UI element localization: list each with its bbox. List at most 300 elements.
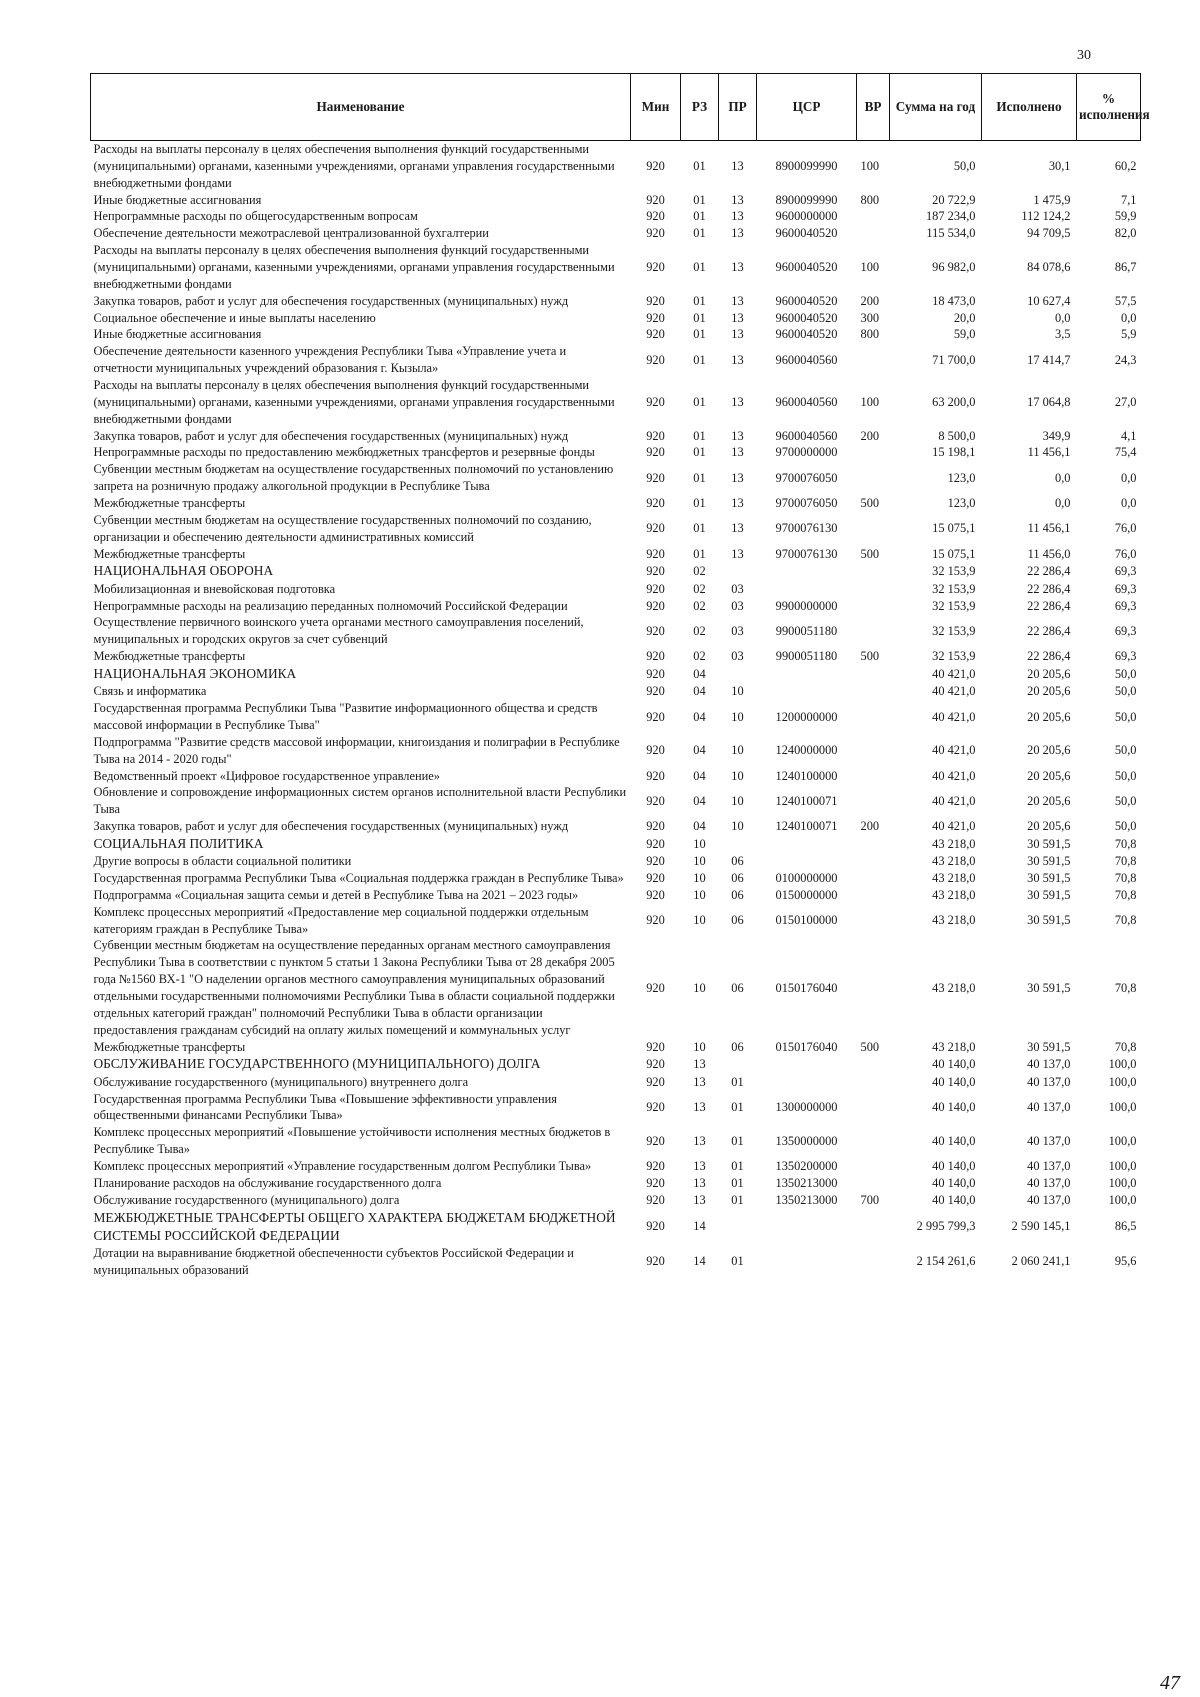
row-min: 920 [646, 768, 665, 783]
row-sum: 40 421,0 [932, 819, 976, 834]
budget-table [90, 73, 1150, 1279]
row-rz: 04 [693, 793, 706, 808]
row-pct: 7,1 [1121, 192, 1137, 207]
table-row [91, 1074, 1141, 1091]
row-sum: 2 995 799,3 [916, 1219, 976, 1234]
row-pct: 50,0 [1114, 666, 1137, 681]
row-min: 920 [646, 666, 665, 681]
row-vr [857, 598, 890, 615]
row-pr: 06 [731, 871, 744, 886]
row-rz: 02 [693, 564, 706, 579]
row-min: 920 [646, 598, 665, 613]
row-csr [757, 683, 857, 700]
row-pct: 82,0 [1114, 226, 1137, 241]
row-name: Субвенции местным бюджетам на осуществление переданных органам местного самоуправления Республики Тыва в соответствии с пунктом 5 статьи 1 Закона Республики Тыва от 28 декабря 2005 года №1560 ВХ-1 "О наделении органов местного самоуправления муниципальных образований отдельными государственными полномочиями Республики Тыва в области социальной поддержки отдельных категорий граждан" полномочий Республики Тыва в области организации предоставления гражданам субсидий на оплату жилых помещений и коммунальных услуг [93, 938, 615, 1037]
row-sum: 40 421,0 [932, 743, 976, 758]
row-sum: 20,0 [953, 310, 976, 325]
row-rz: 10 [693, 913, 706, 928]
row-min: 920 [646, 649, 665, 664]
row-sum: 40 421,0 [932, 709, 976, 724]
table-row [91, 192, 1141, 209]
row-sum: 20 722,9 [932, 192, 976, 207]
row-rz: 04 [693, 666, 706, 681]
row-done: 84 078,6 [1027, 260, 1071, 275]
row-csr: 0150176040 [775, 980, 838, 995]
row-pct: 100,0 [1108, 1099, 1137, 1114]
row-pr: 10 [731, 709, 744, 724]
table-row [91, 1175, 1141, 1192]
table-row [91, 818, 1141, 835]
row-done: 40 137,0 [1027, 1192, 1071, 1207]
row-vr [857, 784, 890, 818]
row-done: 22 286,4 [1027, 598, 1071, 613]
row-csr: 9600040520 [775, 310, 838, 325]
row-csr: 9600040560 [775, 394, 838, 409]
row-done: 112 124,2 [1021, 209, 1071, 224]
table-row [91, 700, 1141, 734]
row-rz: 04 [693, 768, 706, 783]
row-vr [857, 343, 890, 377]
row-csr: 1350213000 [775, 1175, 838, 1190]
row-pct: 100,0 [1108, 1074, 1137, 1089]
row-csr: 9900051180 [775, 649, 838, 664]
row-csr: 1240100000 [775, 768, 838, 783]
header-done: Исполнено [982, 74, 1077, 141]
row-done: 22 286,4 [1027, 564, 1071, 579]
row-sum: 40 421,0 [932, 684, 976, 699]
row-pct: 76,0 [1114, 546, 1137, 561]
row-csr [757, 1055, 857, 1073]
row-done: 40 137,0 [1027, 1057, 1071, 1072]
row-pr: 13 [731, 209, 744, 224]
row-pct: 4,1 [1121, 428, 1137, 443]
row-vr [857, 1158, 890, 1175]
row-csr: 8900099990 [775, 192, 838, 207]
row-done: 22 286,4 [1027, 649, 1071, 664]
row-name: Другие вопросы в области социальной политики [93, 854, 352, 869]
row-name: Межбюджетные трансферты [93, 496, 246, 511]
row-csr: 9600040560 [775, 428, 838, 443]
row-sum: 43 218,0 [932, 854, 976, 869]
row-pr: 13 [731, 293, 744, 308]
row-rz: 01 [693, 394, 706, 409]
row-rz: 01 [693, 310, 706, 325]
row-pr: 13 [731, 521, 744, 536]
row-done: 10 627,4 [1027, 293, 1071, 308]
row-done: 20 205,6 [1027, 743, 1071, 758]
table-row [91, 1192, 1141, 1209]
row-sum: 43 218,0 [932, 913, 976, 928]
row-name: Комплекс процессных мероприятий «Повышение устойчивости исполнения местных бюджетов в Республике Тыва» [93, 1125, 611, 1157]
row-sum: 43 218,0 [932, 871, 976, 886]
table-row [91, 208, 1141, 225]
row-pct: 0,0 [1121, 310, 1137, 325]
row-csr: 0100000000 [775, 871, 838, 886]
row-csr: 9600000000 [775, 209, 838, 224]
table-row [91, 784, 1141, 818]
row-vr [857, 683, 890, 700]
row-name: Межбюджетные трансферты [93, 649, 246, 664]
row-min: 920 [646, 1039, 665, 1054]
row-rz: 02 [693, 581, 706, 596]
row-vr: 100 [860, 260, 880, 275]
row-min: 920 [646, 496, 665, 511]
row-csr: 9600040520 [775, 226, 838, 241]
table-row [91, 835, 1141, 853]
row-name: МЕЖБЮДЖЕТНЫЕ ТРАНСФЕРТЫ ОБЩЕГО ХАРАКТЕРА БЮДЖЕТАМ БЮДЖЕТНОЙ СИСТЕМЫ РОССИЙСКОЙ ФЕДЕРАЦИИ [93, 1209, 616, 1243]
table-row [91, 293, 1141, 310]
row-rz: 13 [693, 1133, 706, 1148]
row-done: 3,5 [1055, 327, 1071, 342]
row-vr: 500 [860, 496, 880, 511]
row-pr: 01 [731, 1254, 744, 1269]
row-rz: 01 [693, 327, 706, 342]
table-row [91, 887, 1141, 904]
row-pct: 50,0 [1114, 819, 1137, 834]
row-pr: 01 [731, 1192, 744, 1207]
row-csr [757, 1209, 857, 1245]
row-rz: 01 [693, 158, 706, 173]
row-done: 20 205,6 [1027, 793, 1071, 808]
row-vr [857, 225, 890, 242]
table-row [91, 870, 1141, 887]
table-row [91, 1209, 1141, 1245]
row-done: 22 286,4 [1027, 581, 1071, 596]
table-row [91, 1245, 1141, 1279]
row-pr: 03 [731, 623, 744, 638]
row-csr: 9600040560 [775, 352, 838, 367]
row-rz: 13 [693, 1192, 706, 1207]
row-name: Расходы на выплаты персоналу в целях обеспечения выполнения функций государственными (муниципальными) органами, казенными учреждениями, органами управления государственными внебюджетными фондами [93, 378, 615, 426]
table-row [91, 1124, 1141, 1158]
row-min: 920 [646, 743, 665, 758]
row-pct: 50,0 [1114, 793, 1137, 808]
row-sum: 8 500,0 [938, 428, 976, 443]
row-name: Государственная программа Республики Тыва «Повышение эффективности управления общественными финансами Республики Тыва» [93, 1091, 557, 1123]
row-sum: 40 421,0 [932, 768, 976, 783]
row-vr [857, 444, 890, 461]
row-name: Обслуживание государственного (муниципального) внутреннего долга [93, 1074, 469, 1089]
row-csr: 1350200000 [775, 1159, 838, 1173]
row-min: 920 [646, 980, 665, 995]
row-done: 17 414,7 [1027, 352, 1071, 367]
row-min: 920 [646, 1219, 665, 1234]
row-name: Обновление и сопровождение информационных систем органов исполнительной власти Республики Тыва [93, 785, 627, 817]
row-name: Мобилизационная и вневойсковая подготовка [93, 581, 336, 596]
row-vr [857, 1175, 890, 1192]
table-row [91, 734, 1141, 768]
row-sum: 63 200,0 [932, 394, 976, 409]
header-pct: % исполнения [1077, 74, 1141, 141]
row-pr: 10 [731, 743, 744, 758]
row-vr: 200 [860, 293, 880, 308]
row-name: Закупка товаров, работ и услуг для обеспечения государственных (муниципальных) нужд [93, 819, 569, 834]
row-sum: 40 140,0 [932, 1133, 976, 1148]
row-rz: 10 [693, 854, 706, 869]
table-row [91, 614, 1141, 648]
row-rz: 01 [693, 260, 706, 275]
row-done: 11 456,0 [1027, 546, 1071, 561]
row-min: 920 [646, 836, 665, 851]
row-pct: 86,7 [1114, 260, 1137, 275]
row-pct: 70,8 [1114, 980, 1137, 995]
row-pr: 10 [731, 684, 744, 699]
row-pct: 69,3 [1114, 623, 1137, 638]
row-rz: 10 [693, 980, 706, 995]
row-pr: 13 [731, 428, 744, 443]
row-rz: 13 [693, 1057, 706, 1072]
row-pct: 50,0 [1114, 743, 1137, 758]
row-rz: 13 [693, 1159, 706, 1173]
table-row [91, 242, 1141, 293]
row-pct: 60,2 [1114, 158, 1137, 173]
row-name: Связь и информатика [93, 684, 207, 699]
row-csr: 9700076050 [775, 496, 838, 511]
row-min: 920 [646, 158, 665, 173]
row-done: 30 591,5 [1027, 980, 1071, 995]
row-name: НАЦИОНАЛЬНАЯ ЭКОНОМИКА [93, 666, 297, 681]
row-rz: 04 [693, 743, 706, 758]
row-pr: 03 [731, 598, 744, 613]
row-sum: 2 154 261,6 [916, 1254, 976, 1269]
row-rz: 01 [693, 209, 706, 224]
table-row [91, 853, 1141, 870]
row-min: 920 [646, 310, 665, 325]
row-csr: 1240100071 [775, 793, 838, 808]
row-pr: 10 [731, 768, 744, 783]
row-done: 20 205,6 [1027, 768, 1071, 783]
row-rz: 14 [693, 1254, 706, 1269]
row-sum: 40 140,0 [932, 1159, 976, 1173]
table-row [91, 683, 1141, 700]
row-vr [857, 461, 890, 495]
row-name: Расходы на выплаты персоналу в целях обеспечения выполнения функций государственными (муниципальными) органами, казенными учреждениями, органами управления государственными внебюджетными фондами [93, 142, 615, 190]
row-done: 1 475,9 [1033, 192, 1071, 207]
row-vr [857, 937, 890, 1038]
table-row [91, 428, 1141, 445]
table-header [91, 74, 1150, 141]
row-sum: 50,0 [953, 158, 976, 173]
row-name: Непрограммные расходы по предоставлению межбюджетных трансфертов и резервные фонды [93, 445, 595, 460]
row-min: 920 [646, 445, 665, 460]
row-name: НАЦИОНАЛЬНАЯ ОБОРОНА [93, 563, 274, 579]
row-csr: 9700076130 [775, 546, 838, 561]
row-pct: 100,0 [1108, 1175, 1137, 1190]
row-csr [757, 1074, 857, 1091]
row-vr [857, 1124, 890, 1158]
row-name: Субвенции местным бюджетам на осуществление государственных полномочий по созданию, организации и обеспечению деятельности административных комиссий [93, 512, 592, 544]
row-csr: 9600040520 [775, 293, 838, 308]
row-name: Межбюджетные трансферты [93, 546, 246, 561]
row-vr: 200 [860, 819, 880, 834]
table-row [91, 141, 1141, 192]
row-done: 20 205,6 [1027, 666, 1071, 681]
row-pct: 69,3 [1114, 598, 1137, 613]
row-rz: 04 [693, 709, 706, 724]
row-pct: 0,0 [1121, 470, 1137, 485]
table-row [91, 377, 1141, 428]
row-name: Закупка товаров, работ и услуг для обеспечения государственных (муниципальных) нужд [93, 428, 569, 443]
row-min: 920 [646, 1175, 665, 1190]
row-pr: 13 [731, 394, 744, 409]
row-sum: 40 421,0 [932, 793, 976, 808]
row-done: 17 064,8 [1027, 394, 1071, 409]
table-body [91, 141, 1141, 1279]
row-csr: 1240000000 [775, 743, 838, 758]
row-rz: 02 [693, 649, 706, 664]
row-name: Государственная программа Республики Тыва «Социальная поддержка граждан в Республике Тыва» [93, 871, 624, 886]
row-vr: 200 [860, 428, 880, 443]
row-csr: 8900099990 [775, 158, 838, 173]
row-min: 920 [646, 564, 665, 579]
row-rz: 02 [693, 623, 706, 638]
row-csr: 0150176040 [775, 1039, 838, 1054]
row-pct: 50,0 [1114, 768, 1137, 783]
row-pr: 01 [731, 1133, 744, 1148]
row-name: Социальное обеспечение и иные выплаты населению [93, 310, 376, 325]
row-min: 920 [646, 1057, 665, 1072]
row-sum: 40 421,0 [932, 666, 976, 681]
row-rz: 01 [693, 226, 706, 241]
row-min: 920 [646, 581, 665, 596]
row-pr: 13 [731, 158, 744, 173]
row-rz: 04 [693, 819, 706, 834]
row-done: 11 456,1 [1027, 445, 1071, 460]
row-min: 920 [646, 209, 665, 224]
row-vr [857, 1074, 890, 1091]
header-vr: ВР [857, 74, 890, 141]
table-row [91, 768, 1141, 785]
row-min: 920 [646, 709, 665, 724]
row-vr [857, 1245, 890, 1279]
table-row [91, 1055, 1141, 1073]
row-sum: 43 218,0 [932, 887, 976, 902]
row-pct: 50,0 [1114, 684, 1137, 699]
table-row [91, 937, 1141, 1038]
table-row [91, 581, 1141, 598]
row-csr: 1240100071 [775, 819, 838, 834]
row-rz: 04 [693, 684, 706, 699]
row-csr: 1200000000 [775, 709, 838, 724]
row-vr: 500 [860, 649, 880, 664]
row-rz: 01 [693, 352, 706, 367]
page-number: 30 [1077, 48, 1091, 63]
row-name: Подпрограмма «Социальная защита семьи и детей в Республике Тыва на 2021 – 2023 годы» [93, 887, 579, 902]
row-pct: 69,3 [1114, 581, 1137, 596]
row-pr: 13 [731, 445, 744, 460]
row-vr [857, 887, 890, 904]
table-row [91, 562, 1141, 580]
row-sum: 71 700,0 [932, 352, 976, 367]
row-rz: 01 [693, 192, 706, 207]
row-name: Закупка товаров, работ и услуг для обеспечения государственных (муниципальных) нужд [93, 293, 569, 308]
row-name: Обеспечение деятельности казенного учреждения Республики Тыва «Управление учета и отчетности муниципальных учреждений образования г. Кызыла» [93, 344, 567, 376]
row-min: 920 [646, 1254, 665, 1269]
row-min: 920 [646, 793, 665, 808]
row-done: 40 137,0 [1027, 1099, 1071, 1114]
row-min: 920 [646, 327, 665, 342]
row-csr: 9600040520 [775, 260, 838, 275]
row-done: 30 591,5 [1027, 854, 1071, 869]
row-vr [857, 1055, 890, 1073]
row-sum: 40 140,0 [932, 1057, 976, 1072]
row-sum: 32 153,9 [932, 564, 976, 579]
row-pr: 10 [731, 819, 744, 834]
row-pct: 100,0 [1108, 1159, 1137, 1173]
row-csr: 9900000000 [775, 598, 838, 613]
row-csr: 0150100000 [775, 913, 838, 928]
row-min: 920 [646, 913, 665, 928]
row-sum: 43 218,0 [932, 1039, 976, 1054]
row-done: 30 591,5 [1027, 1039, 1071, 1054]
row-name: Осуществление первичного воинского учета органами местного самоуправления поселений, муниципальных и городских округов за счет субвенций [93, 615, 584, 647]
row-rz: 14 [693, 1219, 706, 1234]
row-vr [857, 768, 890, 785]
row-name: Непрограммные расходы по общегосударственным вопросам [93, 209, 418, 224]
row-name: Непрограммные расходы на реализацию переданных полномочий Российской Федерации [93, 598, 568, 613]
row-csr: 9600040520 [775, 327, 838, 342]
row-min: 920 [646, 854, 665, 869]
row-csr: 9700000000 [775, 445, 838, 460]
row-vr [857, 700, 890, 734]
row-min: 920 [646, 260, 665, 275]
table-row [91, 665, 1141, 683]
row-min: 920 [646, 623, 665, 638]
row-vr [857, 1209, 890, 1245]
row-rz: 13 [693, 1175, 706, 1190]
row-min: 920 [646, 1074, 665, 1089]
row-pct: 100,0 [1108, 1192, 1137, 1207]
row-min: 920 [646, 1099, 665, 1114]
row-done: 20 205,6 [1027, 684, 1071, 699]
row-rz: 01 [693, 546, 706, 561]
row-name: Государственная программа Республики Тыва "Развитие информационного общества и средств массовой информации в Республике Тыва" [93, 701, 598, 732]
header-rz: РЗ [681, 74, 719, 141]
row-csr: 1350213000 [775, 1192, 838, 1207]
row-name: Комплекс процессных мероприятий «Управление государственным долгом Республики Тыва» [93, 1159, 592, 1173]
row-pct: 0,0 [1121, 496, 1137, 511]
row-min: 920 [646, 887, 665, 902]
row-pct: 50,0 [1114, 709, 1137, 724]
row-vr: 800 [860, 192, 880, 207]
row-sum: 43 218,0 [932, 980, 976, 995]
header-min: Мин [631, 74, 681, 141]
row-sum: 187 234,0 [925, 209, 976, 224]
row-done: 0,0 [1055, 496, 1071, 511]
row-done: 30 591,5 [1027, 913, 1071, 928]
row-pr: 01 [731, 1175, 744, 1190]
row-pct: 70,8 [1114, 887, 1137, 902]
row-name: Дотации на выравнивание бюджетной обеспеченности субъектов Российской Федерации и муниципальных образований [93, 1246, 574, 1277]
row-name: Иные бюджетные ассигнования [93, 192, 262, 207]
row-vr: 500 [860, 546, 880, 561]
row-pct: 86,5 [1114, 1219, 1137, 1234]
row-vr: 100 [860, 394, 880, 409]
row-rz: 01 [693, 470, 706, 485]
row-pr: 13 [731, 546, 744, 561]
row-done: 94 709,5 [1027, 226, 1071, 241]
row-csr: 1300000000 [775, 1099, 838, 1114]
row-min: 920 [646, 1159, 665, 1173]
row-done: 40 137,0 [1027, 1133, 1071, 1148]
row-pct: 70,8 [1114, 836, 1137, 851]
row-sum: 96 982,0 [932, 260, 976, 275]
row-pr: 06 [731, 887, 744, 902]
table-row [91, 495, 1141, 512]
row-done: 20 205,6 [1027, 819, 1071, 834]
row-done: 2 060 241,1 [1011, 1254, 1071, 1269]
row-done: 30 591,5 [1027, 887, 1071, 902]
